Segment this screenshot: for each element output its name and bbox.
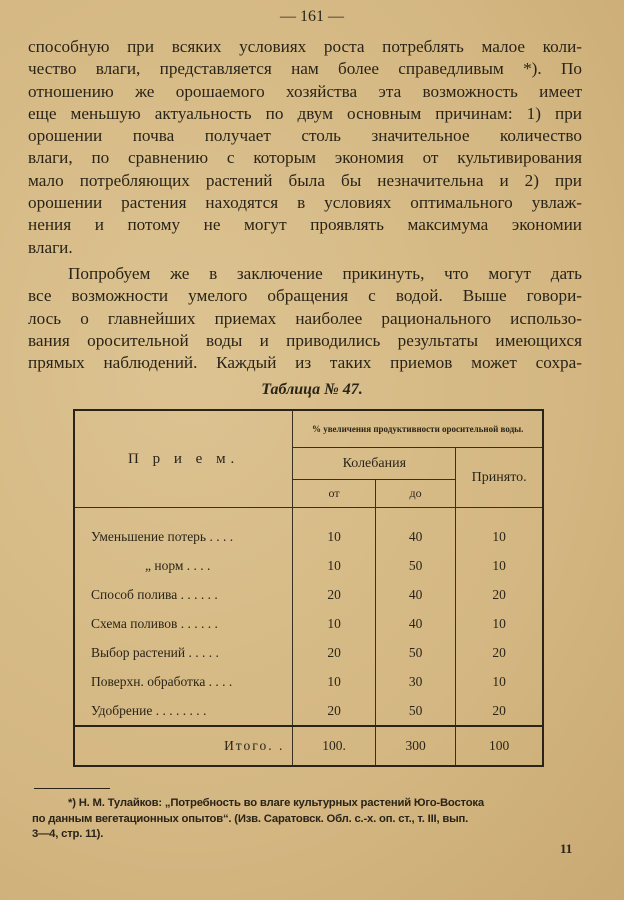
paragraph-2 — [28, 263, 582, 374]
row-from: 10 — [293, 508, 375, 552]
text-line: все возможности умелого обращения с водой. Выше говори- — [28, 286, 582, 306]
row-to: 30 — [375, 667, 455, 696]
row-to: 40 — [375, 580, 455, 609]
table-row — [74, 609, 543, 638]
text-line: орошении растения находятся в условиях оптимального увлаж- — [28, 193, 582, 213]
text-line: еще меньшую актуальность по двум основным причинам: 1) при — [28, 103, 582, 123]
footnote-line: *) Н. М. Тулайков: „Потребность во влаге культурных растений Юго-Востока — [68, 797, 484, 809]
text-line: прямых наблюдений. Каждый из таких приемов может сохра- — [28, 353, 582, 373]
row-from: 20 — [293, 638, 375, 667]
header-method: П р и е м. — [74, 410, 293, 508]
row-name: Поверхн. обработка . . . . — [74, 667, 293, 696]
row-accepted: 20 — [456, 638, 543, 667]
row-from: 20 — [293, 696, 375, 726]
total-from: 100. — [293, 726, 375, 766]
row-from: 10 — [293, 551, 375, 580]
table-caption: Таблица № 47. — [261, 381, 363, 398]
text-line: нения и потому не могут проявлять максимума экономии — [28, 215, 582, 235]
row-accepted: 10 — [456, 508, 543, 552]
total-accepted: 100 — [456, 726, 543, 766]
data-table — [73, 409, 544, 767]
text-line: влаги, по сравнению с которым экономия от культивирования — [28, 148, 582, 168]
text-line: лось о главнейших приемах наиболее рационального использо- — [28, 308, 582, 328]
header-to: до — [375, 480, 455, 508]
row-accepted: 10 — [456, 551, 543, 580]
table-row — [74, 696, 543, 726]
table-row — [74, 551, 543, 580]
table-row — [74, 667, 543, 696]
table-row — [74, 580, 543, 609]
text-line: мало потребляющих растений была бы незначительна и 2) при — [28, 170, 582, 190]
row-to: 50 — [375, 696, 455, 726]
signature-mark: 11 — [560, 841, 573, 856]
row-from: 10 — [293, 609, 375, 638]
row-name: Уменьшение потерь . . . . — [74, 508, 293, 552]
table-row — [74, 638, 543, 667]
text-line: вания оросительной воды и приводились результаты имеющихся — [28, 330, 582, 350]
row-accepted: 20 — [456, 696, 543, 726]
text-line: влаги. — [28, 237, 73, 257]
header-group: % увеличения продуктивности оросительной воды. — [293, 410, 543, 448]
row-accepted: 10 — [456, 667, 543, 696]
text-line: орошении почва получает столь значительное количество — [28, 126, 582, 146]
row-name: Схема поливов . . . . . . — [74, 609, 293, 638]
row-from: 10 — [293, 667, 375, 696]
header-from: от — [293, 480, 375, 508]
row-accepted: 20 — [456, 580, 543, 609]
row-to: 50 — [375, 551, 455, 580]
total-row — [74, 726, 543, 766]
text-line: чество влаги, представляется нам более справедливым *). По — [28, 59, 582, 79]
text-line: способную при всяких условиях роста потреблять малое коли- — [28, 37, 582, 56]
row-to: 40 — [375, 508, 455, 552]
header-accepted: Принято. — [456, 448, 543, 508]
total-label: Итого. . — [74, 726, 293, 766]
footnote-divider — [34, 788, 110, 789]
paragraph-1 — [28, 36, 582, 259]
footnote — [32, 796, 584, 843]
row-from: 20 — [293, 580, 375, 609]
row-name: Выбор растений . . . . . — [74, 638, 293, 667]
text-line: отношению же орошаемого хозяйства эта возможность имеет — [28, 81, 582, 101]
page-number: — 161 — — [280, 8, 344, 25]
row-to: 50 — [375, 638, 455, 667]
row-to: 40 — [375, 609, 455, 638]
total-to: 300 — [375, 726, 455, 766]
table-row — [74, 508, 543, 552]
footnote-line: 3—4, стр. 11). — [32, 828, 104, 840]
row-accepted: 10 — [456, 609, 543, 638]
text-line: Попробуем же в заключение прикинуть, что могут дать — [68, 264, 582, 283]
row-name: „ норм . . . . — [74, 551, 293, 580]
header-range: Колебания — [293, 448, 456, 480]
row-name: Удобрение . . . . . . . . — [74, 696, 293, 726]
footnote-line: по данным вегетационных опытов“. (Изв. Саратовск. Обл. с.-х. оп. ст., т. III, вып. — [32, 812, 469, 825]
row-name: Способ полива . . . . . . — [74, 580, 293, 609]
